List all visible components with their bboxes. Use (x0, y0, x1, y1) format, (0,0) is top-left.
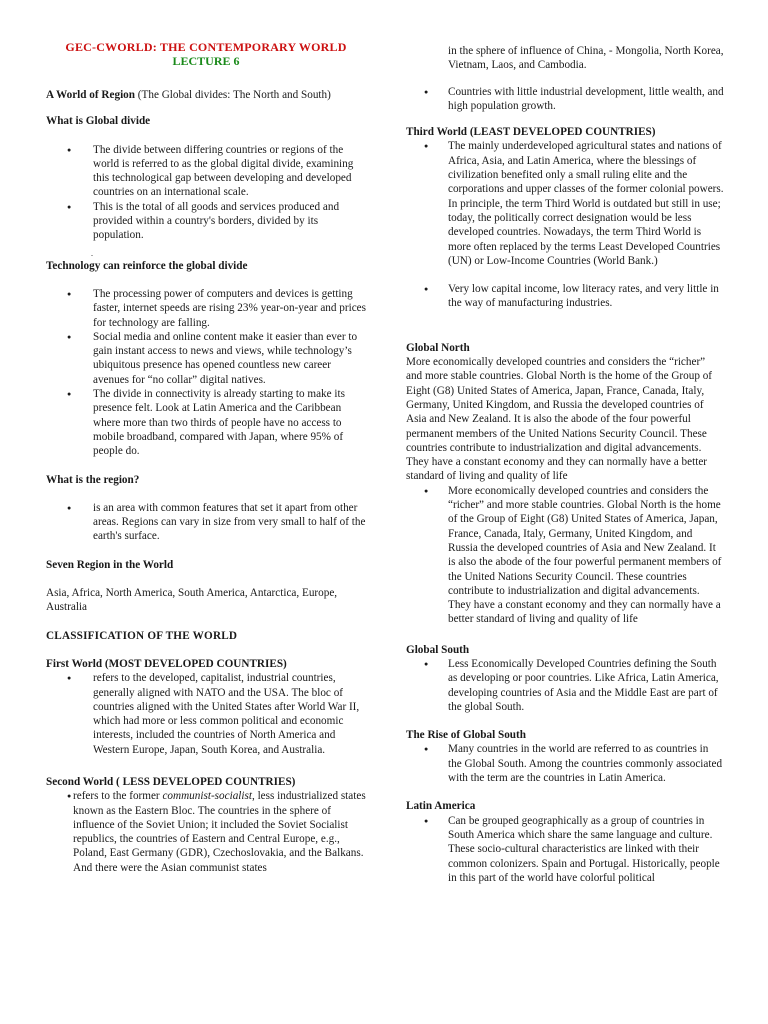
second-world-continuation: in the sphere of influence of China, - Mongolia, North Korea, Vietnam, Laos, and Cambodia. (448, 45, 724, 72)
latin-america-list (406, 814, 724, 885)
left-column (46, 40, 366, 875)
latin-america-heading: Latin America (406, 800, 476, 813)
global-south-heading: Global South (406, 643, 470, 656)
list-item: ● Social media and online content make it easier than ever to gain instant access to news and views, while technology’s ubiquitous presence has opened countless new career avenues for “no collar” digital natives. (46, 330, 366, 387)
global-north-list (406, 484, 724, 627)
classification-heading: CLASSIFICATION OF THE WORLD (46, 629, 238, 642)
world-region-subtitle: (The Global divides: The North and South) (135, 89, 331, 101)
second-world-extra-list (406, 85, 724, 114)
list-item: ● Many countries in the world are referred to as countries in the Global South. Among the countries commonly associated with the term are the countries in Latin America. (406, 742, 724, 785)
first-world-heading: First World (MOST DEVELOPED COUNTRIES) (46, 657, 287, 670)
list-item: ● Less Economically Developed Countries defining the South as developing or poor countries. Like Africa, Latin America, developing countries of Asia and the Middle East are part of the global South. (406, 657, 724, 714)
global-south-list (406, 657, 724, 714)
world-region-intro (46, 88, 366, 102)
second-world-heading: Second World ( LESS DEVELOPED COUNTRIES) (46, 775, 296, 788)
third-world-heading: Third World (LEAST DEVELOPED COUNTRIES) (406, 126, 656, 139)
list-item (46, 789, 366, 875)
technology-list (46, 287, 366, 459)
second-world-rest: , less industrialized states known as the Eastern Bloc. The countries in the sphere of influence of the Soviet Union; it included the Soviet Socialist republics, the countries of Eastern and Central Europe, e.g., Poland, East Germany (GDR), Czechoslovakia, and the Balkans. And there were the Asian communist states (73, 790, 366, 874)
region-heading: What is the region? (46, 473, 140, 486)
list-item: ● More economically developed countries and considers the “richer” and more stable countries. Global North is the home of the Group of Eight (G8) United States of America, Japan, France, Canada, Italy, Germany, United Kingdom, and Russia the developed countries of Asia and New Zealand. It is also the abode of the four powerful permanent members of the United Nations Security Council. These countries contribute to industrialization and digital advancements. They have a constant economy and they can normally have a better standard of living and quality of life (406, 484, 724, 627)
list-item: ● Countries with little industrial development, little wealth, and high population growth. (406, 85, 724, 114)
list-item: ● The divide in connectivity is already starting to make its presence felt. Look at Latin America and the Caribbean where more than two thirds of people have no access to mobile broadband, compared with Japan, where 95% of people do. (46, 387, 366, 458)
list-item: ● The divide between differing countries or regions of the world is referred to as the global digital divide, examining this technological gap between developing and developed countries on an international scale. (46, 143, 366, 200)
list-item: ● refers to the developed, capitalist, industrial countries, generally aligned with NATO and the USA. The bloc of countries aligned with the United States after World War II, which had more or less common political and economic interests, included the countries of North America and Western Europe, Japan, South Korea, and Australia. (46, 671, 366, 757)
second-world-lead: refers to the former (73, 790, 163, 803)
list-item: ● This is the total of all goods and services produced and provided within a country's borders, divided by its population. (46, 200, 366, 243)
second-world-list (46, 789, 366, 875)
list-item: ● is an area with common features that set it apart from other areas. Regions can vary in size from very small to half of the earth's surface. (46, 501, 366, 544)
technology-heading: Technology can reinforce the global divide (46, 259, 248, 272)
third-world-text-b: In principle, the term Third World is outdated but still in use; today, the politically correct designation would be less developed countries. Nowadays, the term Third World is more often replaced by the terms Least Developed Countries (UN) or Low-Income Countries (World Bank.) (448, 197, 721, 267)
list-item: ● Very low capital income, low literacy rates, and very little in the way of manufacturing industries. (406, 282, 724, 311)
stray-dot: . (91, 248, 93, 258)
seven-region-heading: Seven Region in the World (46, 558, 174, 571)
list-item: ● The processing power of computers and devices is getting faster, internet speeds are rising 23% year-on-year and prices for technology are falling. (46, 287, 366, 330)
rise-global-south-heading: The Rise of Global South (406, 729, 526, 742)
global-divide-heading: What is Global divide (46, 115, 151, 128)
third-world-list (406, 139, 724, 310)
third-world-text-a: ● The mainly underdeveloped agricultural states and nations of Africa, Asia, and Latin America, where the blessings of civilization benefited only a small ruling elite and the corporations and upper classes of the former colonial powers. (448, 140, 724, 196)
document-title: GEC-CWORLD: THE CONTEMPORARY WORLD (65, 40, 347, 54)
world-region-title: A World of Region (46, 89, 135, 101)
second-world-italic-term: communist-socialist (162, 790, 252, 803)
list-item (406, 139, 724, 268)
first-world-list (46, 671, 366, 757)
list-item: ● Can be grouped geographically as a group of countries in South America which share the same language and culture. These socio-cultural characteristics are linked with their common colonizers. Spain and Portugal. Historically, people in this part of the world have colorful political (406, 814, 724, 885)
global-north-heading: Global North (406, 341, 470, 354)
right-column (406, 44, 724, 885)
rise-global-south-list (406, 742, 724, 785)
seven-region-text: Asia, Africa, North America, South America, Antarctica, Europe, Australia (46, 587, 338, 614)
global-divide-list (46, 143, 366, 243)
region-list (46, 501, 366, 544)
global-north-text: More economically developed countries and considers the “richer” and more stable countries. Global North is the home of the Group of Eight (G8) United States of America, Japan, France, Canada, Italy, Germany, United Kingdom, and Russia the developed countries of Asia and New Zealand. It is also the abode of the four powerful permanent members of the United Nations Security Council. These countries contribute to industrialization and digital advancements. They have a constant economy and they can normally have a better standard of living and quality of life (406, 356, 713, 483)
lecture-number: LECTURE 6 (172, 54, 240, 68)
